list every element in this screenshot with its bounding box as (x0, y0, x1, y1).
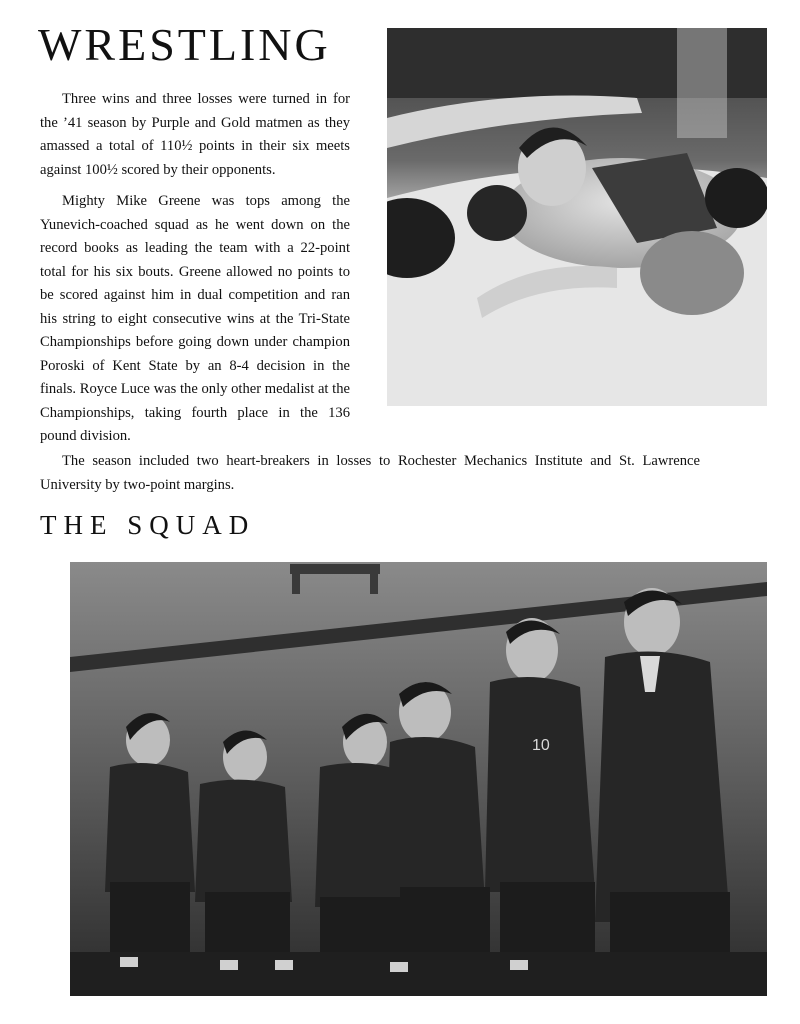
paragraph-mike-greene: Mighty Mike Greene was tops among the Yunevich-coached squad as he went down on the record books as leading the team with a 22-point total for his six bouts. Greene allowed no points to be scored against him in dual competition and ran his string to eight consecutive wins at the Tri-State Championships before going down under champion Poroski of Kent State by an 8-4 decision in the finals. Royce Luce was the only other medalist at the Championships, taking fourth place in the 136 pound division. (40, 193, 350, 444)
page-title: WRESTLING (38, 19, 331, 70)
jersey-number: 10 (532, 737, 550, 754)
wrestling-match-illustration (387, 28, 767, 406)
paragraph-heart-breakers: The season included two heart-breakers in losses to Rochester Mechanics Institute and St. Lawrence University by two-point margins. (40, 453, 700, 493)
section-heading-squad: THE SQUAD (40, 510, 256, 540)
article-column (40, 88, 350, 457)
squad-photo (70, 562, 767, 996)
wrestling-match-photo (387, 28, 767, 406)
paragraph-season-record: Three wins and three losses were turned in for the ’41 season by Purple and Gold matmen as they amassed a total of 110½ points in their six meets against 100½ scored by their opponents. (40, 91, 350, 178)
article-closing (40, 450, 700, 497)
squad-bench-illustration (70, 562, 767, 996)
